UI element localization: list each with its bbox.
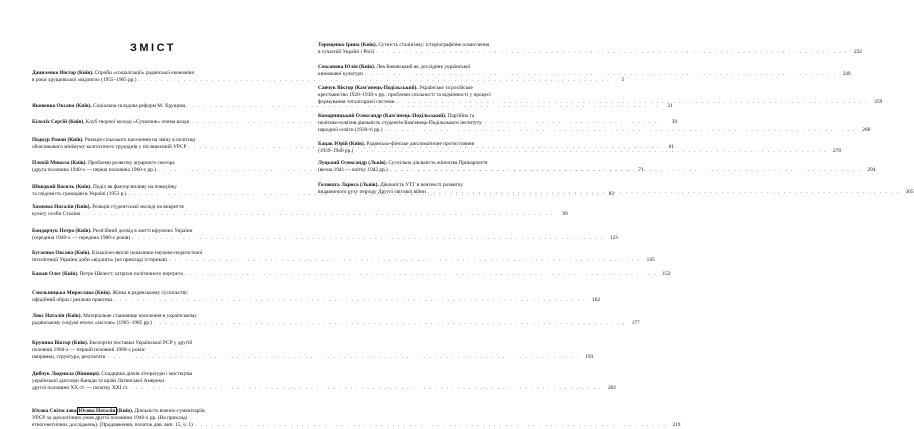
toc-author: Плохій Микола (Київ). [32, 160, 87, 166]
toc-entry-title: другої половини ХХ ст. — початку ХХІ ст. [32, 385, 129, 391]
toc-page-number: 278 [833, 148, 841, 154]
toc-entry-title: Релігійний досвід в житті віруючих України [92, 228, 193, 234]
toc-author: Білоліх Сергій (Київ). [32, 119, 85, 125]
toc-entry-title: УРСР за ідеологічних умов другої половини 1940-х рр. (На прикладі [32, 415, 188, 421]
toc-entry-title: Петро Шелест: штрихи політичного портрета [79, 271, 183, 277]
toc-leader-dots [185, 271, 657, 278]
toc-leader-dots [397, 99, 869, 106]
toc-entry-title: Українське та російське [419, 85, 473, 91]
toc-entry-title: видавничого руху періоду Другої світової війни [318, 189, 426, 195]
toc-entry-title: етногенетичних досліджень). (Продовження, початок див. вип. 15, ч. 1) [32, 422, 193, 428]
toc-author: Дибчук Людмила (Вінниця). [32, 371, 101, 377]
toc-entry[interactable] [32, 103, 673, 110]
toc-page-number: 61 [668, 144, 675, 150]
toc-entry-title: Партійна та [447, 113, 475, 119]
toc-entry-title: Жінка в радянському суспільстві: [112, 290, 189, 296]
toc-entry-title: Поділ як фактор впливу на поведінку [92, 184, 177, 190]
toc-entry-title: (друга половина 1940-х — перша половина 1960-х рр.) [32, 167, 156, 173]
toc-page-number: 305 [905, 189, 914, 195]
toc-page-number: 123 [609, 235, 618, 241]
toc-entry-title: книжкової культури [318, 71, 363, 77]
toc-entry-title: крестьянство 1920–1930-х рр.: проблеми спільності та відмінності у процесі [318, 92, 491, 98]
toc-entry-title: Лев Биковський як дослідник української [376, 64, 471, 70]
toc-entry-title: Клуб творчої молоді «Сучасник» очима влади [85, 119, 190, 125]
toc-entry-title: політико-освітня діяльність студентів Кам'янець-Подільського інституту [318, 120, 482, 126]
toc-author: Сексонова Юлія (Київ). [318, 64, 376, 70]
toc-leader-dots [390, 167, 862, 174]
toc-entry-title: (1939–1940 рр.) [318, 148, 354, 154]
toc-page-number: 145 [646, 257, 655, 263]
toc-entry-title: культу особи Сталіна [32, 211, 81, 217]
toc-entry-title: половині 1960-х — першій половині 1980-х років: [32, 347, 146, 353]
toc-page-number: 152 [662, 271, 671, 277]
toc-entry-title: Експортні поставки Української РСР у другій [89, 340, 193, 346]
toc-leader-dots [132, 235, 604, 242]
toc-page-number: 21 [667, 103, 673, 109]
toc-entry-title: офіційний образ і реальна практика [32, 297, 113, 303]
toc-entry-title: радянському соціумі епохи «застою» (1965–1985 рр.) [32, 320, 153, 326]
toc-leader-dots [154, 320, 626, 327]
toc-author: Савчук Віктор (Кам'янець-Подільський). [318, 85, 418, 91]
toc-page-number: 232 [853, 49, 862, 55]
toc-page-number: 294 [867, 167, 876, 173]
toc-leader-dots [365, 71, 837, 78]
toc-author: Бондарчук Петро (Київ). [32, 228, 92, 234]
toc-entry-title: в сучасній Україні і Росії [318, 49, 375, 55]
toc-entry[interactable] [32, 250, 655, 264]
toc-entry-title: Проблеми розвитку аграрного сектора [88, 160, 175, 166]
toc-page-number: 249 [842, 71, 851, 77]
toc-page-number: 99 [562, 211, 568, 217]
toc-entry-title: Діяльність вчених-гуманітаріїв [134, 408, 205, 414]
toc-page-number: 177 [631, 320, 640, 326]
toc-page-number: 162 [592, 297, 601, 303]
toc-author-highlighted: Юсова Наталія [78, 408, 116, 414]
toc-author: Ляос Наталія (Київ). [32, 313, 82, 319]
toc-entry-title: Спроби «соціалізації» радянської економіки [94, 70, 195, 76]
toc-leader-dots [108, 354, 580, 361]
page-title: ЗМІСТ [130, 42, 176, 54]
toc-leader-dots [82, 211, 554, 218]
toc-entry[interactable] [32, 408, 681, 429]
toc-page-number: 193 [585, 354, 594, 360]
toc-entry-title: Реакція сільського населення на зміну в політиці [84, 137, 196, 143]
toc-entry[interactable] [32, 204, 568, 218]
toc-author: Луцький Олександр (Львів). [318, 160, 388, 166]
toc-entry[interactable] [32, 340, 594, 361]
toc-entry[interactable] [318, 42, 862, 56]
toc-entry-title: інтелігенції України доби «відлиги» (на прикладі істориків) [32, 257, 167, 263]
toc-entry-title: в роки хрущовської «відлиги» (1955–1965 рр.) [32, 77, 137, 83]
toc-entry-title: напрямки, структура, результати [32, 354, 106, 360]
toc-author: Терещенко Ірина (Київ). [318, 42, 377, 48]
toc-entry-title: Суспільна діяльність жіночтва Прикарпаття [388, 160, 488, 166]
toc-entry-title: формування тоталітарної системи [318, 99, 395, 105]
toc-author: Смольницька Мирослава (Київ). [32, 290, 112, 296]
toc-entry-title: (весна 1941 — влітку 1942 рр.) [318, 167, 388, 173]
toc-entry-title: та свідомість громадян в Україні (1953 р.) [32, 191, 127, 197]
toc-entry[interactable] [32, 371, 616, 392]
toc-entry-title: української діаспори Канади та країн Латинської Америки [32, 378, 165, 384]
toc-leader-dots [355, 148, 827, 155]
toc-page-number: 259 [874, 99, 883, 105]
toc-entry[interactable] [32, 290, 601, 304]
toc-entry-title: Спадщина діячів літератури і мистецтва [101, 371, 193, 377]
toc-entry[interactable] [32, 228, 618, 242]
toc-author: Швидкий Василь (Київ). [32, 184, 92, 190]
toc-author: Бугаєнко Оксана (Київ). [32, 250, 91, 256]
toc-entry[interactable] [318, 64, 851, 78]
toc-author: Юсова Світослава, [32, 408, 78, 414]
toc-entry[interactable] [32, 271, 671, 278]
toc-leader-dots [130, 385, 602, 392]
toc-author: Комарницький Олександр (Кам'янець-Подільський). [318, 113, 447, 119]
toc-author: Даниленко Віктор (Київ). [32, 70, 94, 76]
toc-author: Бацак Юрій (Київ). [318, 141, 366, 147]
toc-entry-title: Діяльність УТГ в контексті розвитку [380, 182, 464, 188]
toc-leader-dots [139, 77, 611, 84]
toc-page-number: 5 [621, 77, 625, 83]
toc-leader-dots [195, 422, 667, 429]
toc-author: Подкур Роман (Київ). [32, 137, 84, 143]
toc-page-number: 268 [862, 127, 871, 133]
toc-author: Яковенко Оксана (Київ). [32, 103, 92, 109]
toc-page-number: 71 [638, 167, 644, 173]
toc-leader-dots [376, 49, 848, 56]
toc-author: Хоменко Наталія (Київ). [32, 204, 91, 210]
toc-leader-dots [385, 127, 857, 134]
toc-page-number: 219 [672, 422, 681, 428]
toc-leader-dots [169, 257, 641, 264]
toc-entry-title: Сутність сталінізму: історіографічне осмислення [378, 42, 490, 48]
toc-page-number: 202 [608, 385, 616, 391]
toc-leader-dots [114, 297, 586, 304]
toc-author: Бажан Олег (Київ). [32, 271, 79, 277]
toc-page-number: 83 [608, 191, 615, 197]
toc-author: Крупина Віктор (Київ). [32, 340, 89, 346]
toc-entry-title: Радянсько-фінське дипломатичне протистояння [366, 141, 475, 147]
toc-entry-title: Матеріальне становище населення в українському [83, 313, 197, 319]
toc-entry-title: обов'язкового мінімуму колгоспного трудоднів у післявоєнній УРСР [32, 144, 187, 150]
toc-author-city: (Київ). [117, 408, 134, 414]
toc-entry-title: Соціальна складова реформ М. Хрущова [93, 103, 186, 109]
toc-page-number: 39 [671, 119, 678, 125]
toc-leader-dots [428, 189, 900, 196]
toc-author: Головата Лариса (Львів). [318, 182, 379, 188]
toc-entry[interactable] [32, 313, 640, 327]
toc-entry-title: народної освіти (1920-ті рр.) [318, 127, 383, 133]
toc-entry-title: Реакція студентської молоді на викриття [92, 204, 184, 210]
toc-entry-title: (середина 1940-х — середина 1980-х років) [32, 235, 131, 241]
toc-entry-title: Кількісно-якісні показники науково-педагогічної [91, 250, 203, 256]
